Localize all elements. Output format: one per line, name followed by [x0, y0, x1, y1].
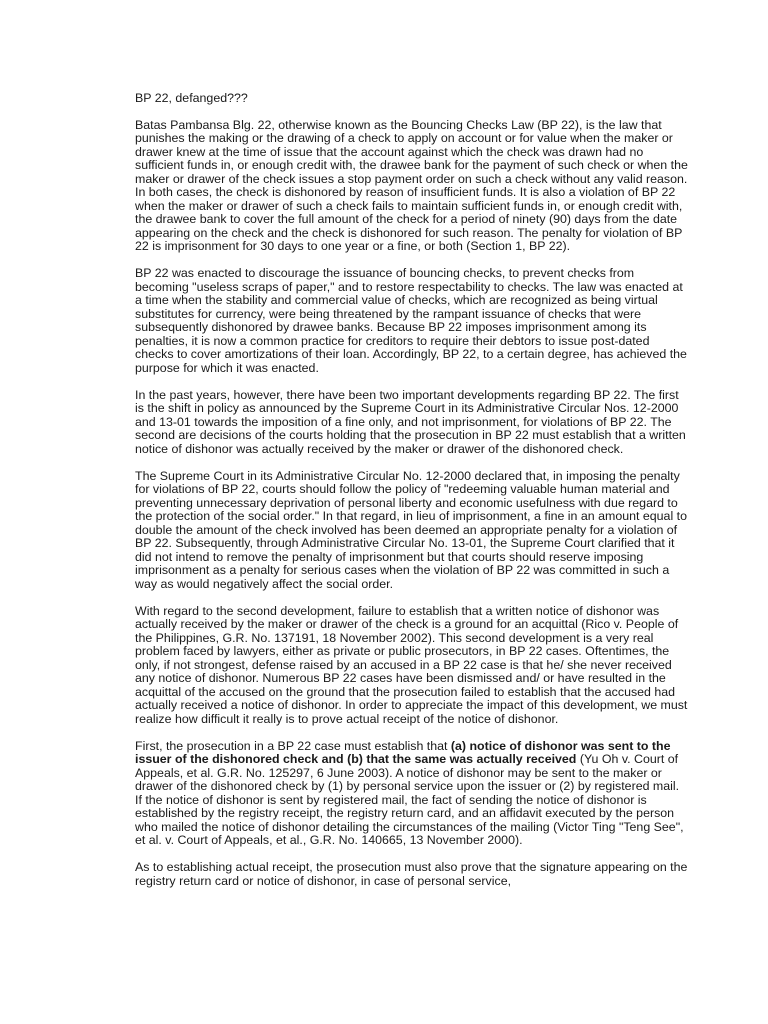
paragraph-6-start: First, the prosecution in a BP 22 case must establish that	[135, 738, 451, 753]
document-title: BP 22, defanged???	[135, 91, 248, 105]
paragraph-5: With regard to the second development, failure to establish that a written notice of dishonor was actually received by the maker or drawer of the check is a ground for an acquittal (Rico v. People of the Philippines, G.R. No. 137191, 18 November 2002). This second development is a very real problem faced by lawyers, either as private or public prosecutors, in BP 22 cases. Oftentimes, the only, if not strongest, defense raised by an accused in a BP 22 case is that he/ she never received any notice of dishonor. Numerous BP 22 cases have been dismissed and/ or have resulted in the acquittal of the accused on the ground that the prosecution failed to establish that the accused had actually received a notice of dishonor. In order to appreciate the impact of this development, we must realize how difficult it really is to prove actual receipt of the notice of dishonor.	[135, 603, 688, 726]
paragraph-6-bold: (a) notice of dishonor was sent to the issuer of the dishonored check and (b) that the same was actually received	[135, 738, 671, 766]
paragraph-3: In the past years, however, there have been two important developments regarding BP 22. The first is the shift in policy as announced by the Supreme Court in its Administrative Circular Nos. 12-2000 and 13-01 towards the imposition of a fine only, and not imprisonment, for violations of BP 22. The second are decisions of the courts holding that the prosecution in BP 22 must establish that a written notice of dishonor was actually received by the maker or drawer of the dishonored check.	[135, 387, 686, 456]
paragraph-6	[135, 740, 688, 848]
paragraph-4: The Supreme Court in its Administrative Circular No. 12-2000 declared that, in imposing the penalty for violations of BP 22, courts should follow the policy of "redeeming valuable human material and preventing unnecessary deprivation of personal liberty and economic usefulness with due regard to the protection of the social order." In that regard, in lieu of imprisonment, a fine in an amount equal to double the amount of the check involved has been deemed an appropriate penalty for a violation of BP 22. Subsequently, through Administrative Circular No. 13-01, the Supreme Court clarified that it did not intend to remove the penalty of imprisonment but that courts should reserve imposing imprisonment as a penalty for serious cases when the violation of BP 22 was committed in such a way as would negatively affect the social order.	[135, 468, 687, 591]
paragraph-2: BP 22 was enacted to discourage the issuance of bouncing checks, to prevent checks from becoming "useless scraps of paper," and to restore respectability to checks. The law was enacted at a time when the stability and commercial value of checks, which are recognized as being virtual substitutes for currency, were being threatened by the rampant issuance of checks that were subsequently dishonored by drawee banks. Because BP 22 imposes imprisonment among its penalties, it is now a common practice for creditors to require their debtors to issue post-dated checks to cover amortizations of their loan. Accordingly, BP 22, to a certain degree, has achieved the purpose for which it was enacted.	[135, 266, 687, 375]
paragraph-7: As to establishing actual receipt, the prosecution must also prove that the signature appearing on the registry return card or notice of dishonor, in case of personal service,	[135, 860, 688, 888]
paragraph-6-end: (Yu Oh v. Court of Appeals, et al. G.R. No. 125297, 6 June 2003). A notice of dishonor may be sent to the maker or drawer of the dishonored check by (1) by personal service upon the issuer or (2) by registered mail. If the notice of dishonor is sent by registered mail, the fact of sending the notice of dishonor is established by the registry receipt, the registry return card, and an affidavit executed by the person who mailed the notice of dishonor detailing the circumstances of the mailing (Victor Ting "Teng See", et al. v. Court of Appeals, et al., G.R. No. 140665, 13 November 2000).	[135, 752, 684, 847]
paragraph-1: Batas Pambansa Blg. 22, otherwise known as the Bouncing Checks Law (BP 22), is the law that punishes the making or the drawing of a check to apply on account or for value when the maker or drawer knew at the time of issue that the account against which the check was drawn had no sufficient funds in, or enough credit with, the drawee bank for the payment of such check or when the maker or drawer of the check issues a stop payment order on such a check without any valid reason. In both cases, the check is dishonored by reason of insufficient funds. It is also a violation of BP 22 when the maker or drawer of such a check fails to maintain sufficient funds in, or enough credit with, the drawee bank to cover the full amount of the check for a period of ninety (90) days from the date appearing on the check and the check is dishonored for such reason. The penalty for violation of BP 22 is imprisonment for 30 days to one year or a fine, or both (Section 1, BP 22).	[135, 117, 688, 253]
